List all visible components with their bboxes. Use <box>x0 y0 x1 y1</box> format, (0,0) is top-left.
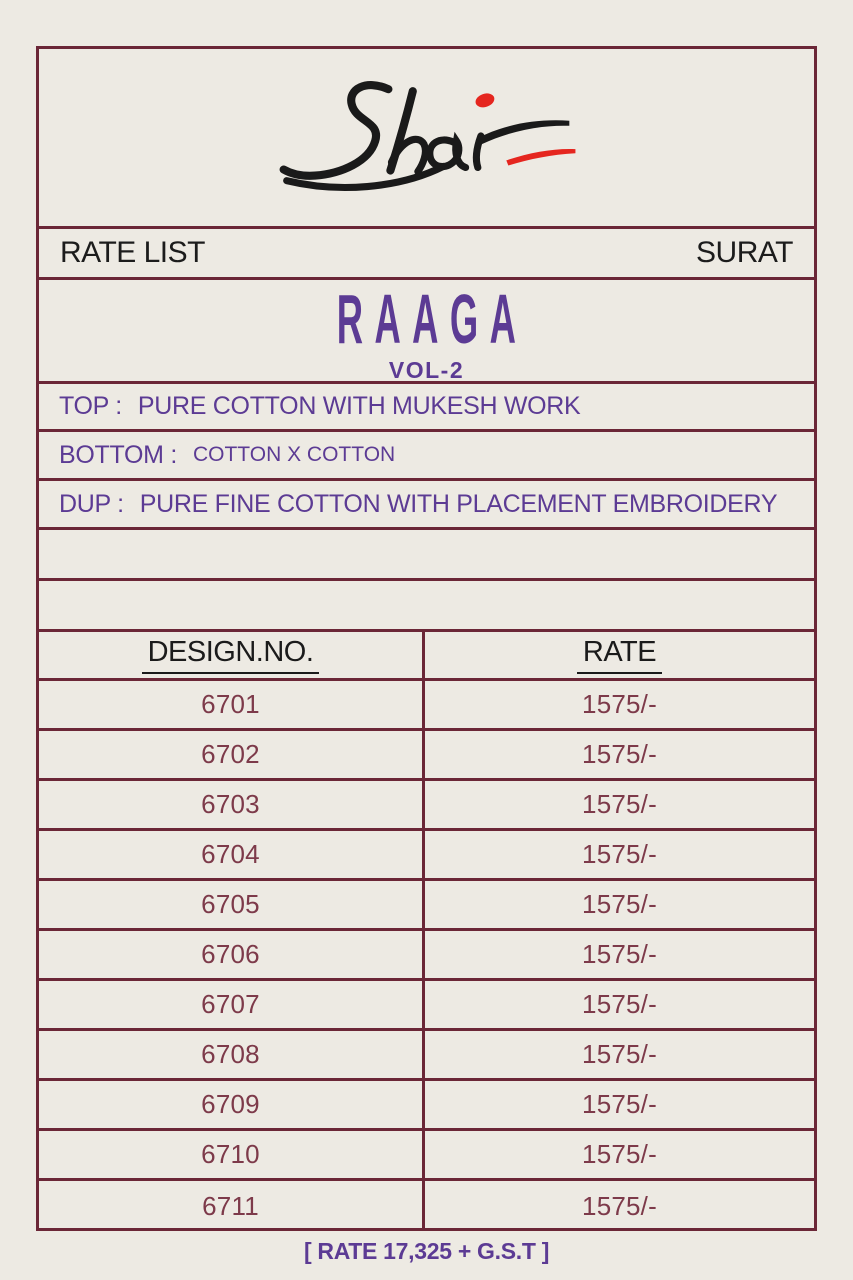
rate-cell: 1575/- <box>582 1089 657 1119</box>
rate-table-body <box>39 681 814 1231</box>
design-no-cell: 6707 <box>39 981 425 1028</box>
design-no-cell: 6703 <box>39 781 425 828</box>
fabric-row-dup <box>39 481 814 530</box>
rate-cell: 1575/- <box>582 839 657 869</box>
rate-cell: 1575/- <box>582 1139 657 1169</box>
rate-table-header <box>39 632 814 681</box>
gst-rate-note: [ RATE 17,325 + G.S.T ] <box>303 1238 550 1264</box>
rate-cell: 1575/- <box>582 889 657 919</box>
design-no-cell: 6705 <box>39 881 425 928</box>
design-no-cell: 6711 <box>39 1181 425 1231</box>
logo-section <box>39 49 814 229</box>
design-no-cell: 6702 <box>39 731 425 778</box>
design-no-cell: 6704 <box>39 831 425 878</box>
collection-name: RAAGA <box>336 279 528 358</box>
logo-stroke-a <box>429 139 465 166</box>
rate-cell: 1575/- <box>582 689 657 719</box>
rate-cell: 1575/- <box>582 739 657 769</box>
rate-cell: 1575/- <box>582 989 657 1019</box>
design-no-cell: 6701 <box>39 681 425 728</box>
rate-cell: 1575/- <box>582 939 657 969</box>
design-no-cell: 6710 <box>39 1131 425 1178</box>
design-no-cell: 6708 <box>39 1031 425 1078</box>
design-no-header-label: DESIGN.NO. <box>142 636 320 674</box>
fabric-bottom-label: BOTTOM : <box>59 440 177 469</box>
city-label: SURAT <box>696 236 793 269</box>
table-row <box>39 1031 814 1081</box>
table-row <box>39 881 814 931</box>
design-no-cell: 6706 <box>39 931 425 978</box>
shai-logo <box>272 77 582 199</box>
empty-row-1 <box>39 530 814 581</box>
logo-red-swoosh <box>506 149 575 165</box>
table-row <box>39 781 814 831</box>
logo-red-dot <box>473 91 495 110</box>
design-no-header-cell <box>39 632 425 678</box>
collection-volume: VOL-2 <box>388 356 465 383</box>
fabric-top-value: PURE COTTON WITH MUKESH WORK <box>137 392 581 420</box>
table-row <box>39 731 814 781</box>
fabric-dup-label: DUP : <box>59 489 124 518</box>
table-row <box>39 931 814 981</box>
table-row <box>39 1081 814 1131</box>
table-row <box>39 981 814 1031</box>
document-frame <box>36 46 817 1231</box>
collection-title-section <box>39 280 814 384</box>
table-row <box>39 681 814 731</box>
empty-row-2 <box>39 581 814 632</box>
rate-list-label: RATE LIST <box>60 236 205 269</box>
table-row <box>39 1131 814 1181</box>
fabric-bottom-value: COTTON X COTTON <box>192 443 396 466</box>
fabric-top-label: TOP : <box>59 392 122 420</box>
rate-list-header-row <box>39 229 814 280</box>
logo-stroke-s <box>283 85 388 176</box>
design-no-cell: 6709 <box>39 1081 425 1128</box>
rate-cell: 1575/- <box>582 1190 657 1221</box>
rate-header-label: RATE <box>577 636 662 674</box>
rate-cell: 1575/- <box>582 789 657 819</box>
fabric-dup-value: PURE FINE COTTON WITH PLACEMENT EMBROIDERY <box>139 489 778 518</box>
fabric-row-top <box>39 384 814 432</box>
table-row <box>39 1181 814 1231</box>
rate-cell: 1575/- <box>582 1039 657 1069</box>
table-row <box>39 831 814 881</box>
rate-header-cell <box>425 632 814 678</box>
logo-flourish <box>477 120 569 144</box>
fabric-row-bottom <box>39 432 814 481</box>
